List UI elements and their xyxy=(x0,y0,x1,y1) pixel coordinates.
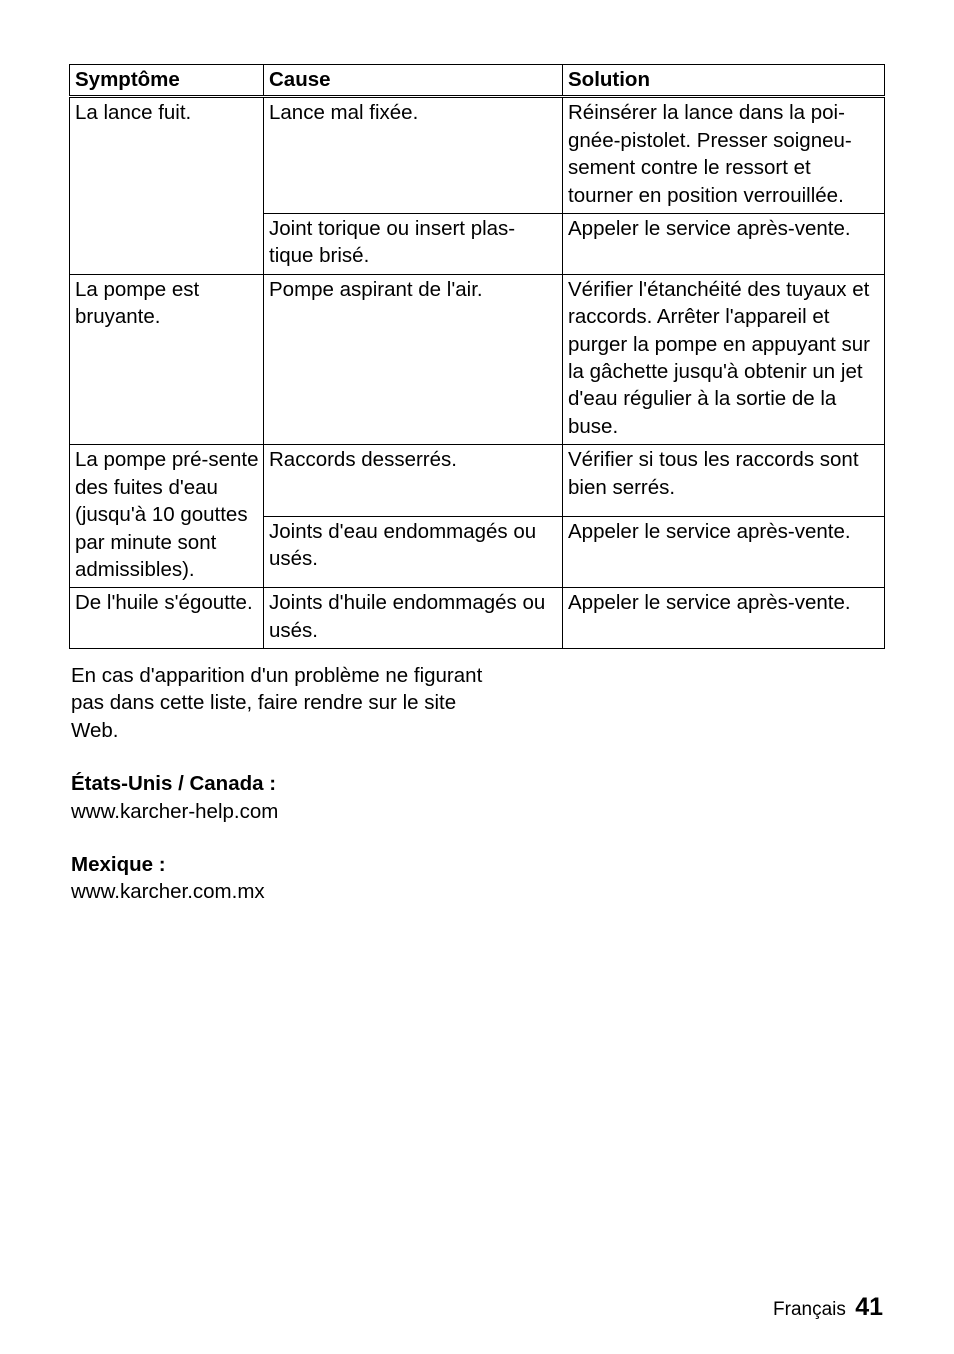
cause-cell: Pompe aspirant de l'air. xyxy=(264,274,563,444)
page-footer xyxy=(773,1293,883,1322)
solution-cell: Vérifier l'étanchéité des tuyaux et raccords. Arrêter l'appareil et purger la pompe en appuyant sur la gâchette jusqu'à obtenir un jet d'eau régulier à la sortie de la buse. xyxy=(563,274,885,444)
cause-cell: Joint torique ou insert plas-tique brisé. xyxy=(264,214,563,275)
table-row xyxy=(70,588,885,649)
cause-cell: Raccords desserrés. xyxy=(264,445,563,517)
symptom-cell: La pompe pré-sente des fuites d'eau (jusqu'à 10 gouttes par minute sont admissibles). xyxy=(70,445,264,588)
solution-cell: Appeler le service après-vente. xyxy=(563,516,885,588)
header-symptom: Symptôme xyxy=(70,65,264,97)
table-header-row xyxy=(70,65,885,97)
header-cause: Cause xyxy=(264,65,563,97)
mexico-url: www.karcher.com.mx xyxy=(71,880,265,904)
mexico-label: Mexique : xyxy=(71,853,166,877)
symptom-cell: De l'huile s'égoutte. xyxy=(70,588,264,649)
cause-cell: Joints d'huile endommagés ou usés. xyxy=(264,588,563,649)
table-row xyxy=(70,97,885,214)
solution-cell: Réinsérer la lance dans la poi-gnée-pistolet. Presser soigneu-sement contre le ressort et tourner en position verrouillée. xyxy=(563,97,885,214)
intro-paragraph: En cas d'apparition d'un problème ne figurant pas dans cette liste, faire rendre sur le site Web. xyxy=(71,664,483,742)
solution-cell: Vérifier si tous les raccords sont bien serrés. xyxy=(563,445,885,517)
symptom-cell: La lance fuit. xyxy=(70,97,264,274)
solution-cell: Appeler le service après-vente. xyxy=(563,588,885,649)
help-notes xyxy=(71,662,491,932)
us-canada-url: www.karcher-help.com xyxy=(71,799,279,823)
table-row xyxy=(70,445,885,517)
header-solution: Solution xyxy=(563,65,885,97)
us-canada-label: États-Unis / Canada : xyxy=(71,772,277,796)
troubleshooting-table xyxy=(69,64,885,649)
mexico-block xyxy=(71,851,491,906)
table-row xyxy=(70,274,885,444)
solution-cell: Appeler le service après-vente. xyxy=(563,214,885,275)
us-canada-block xyxy=(71,770,491,825)
footer-language: Français xyxy=(773,1299,846,1320)
cause-cell: Joints d'eau endommagés ou usés. xyxy=(264,516,563,588)
symptom-cell: La pompe est bruyante. xyxy=(70,274,264,444)
cause-cell: Lance mal fixée. xyxy=(264,97,563,214)
page-number: 41 xyxy=(855,1293,883,1321)
